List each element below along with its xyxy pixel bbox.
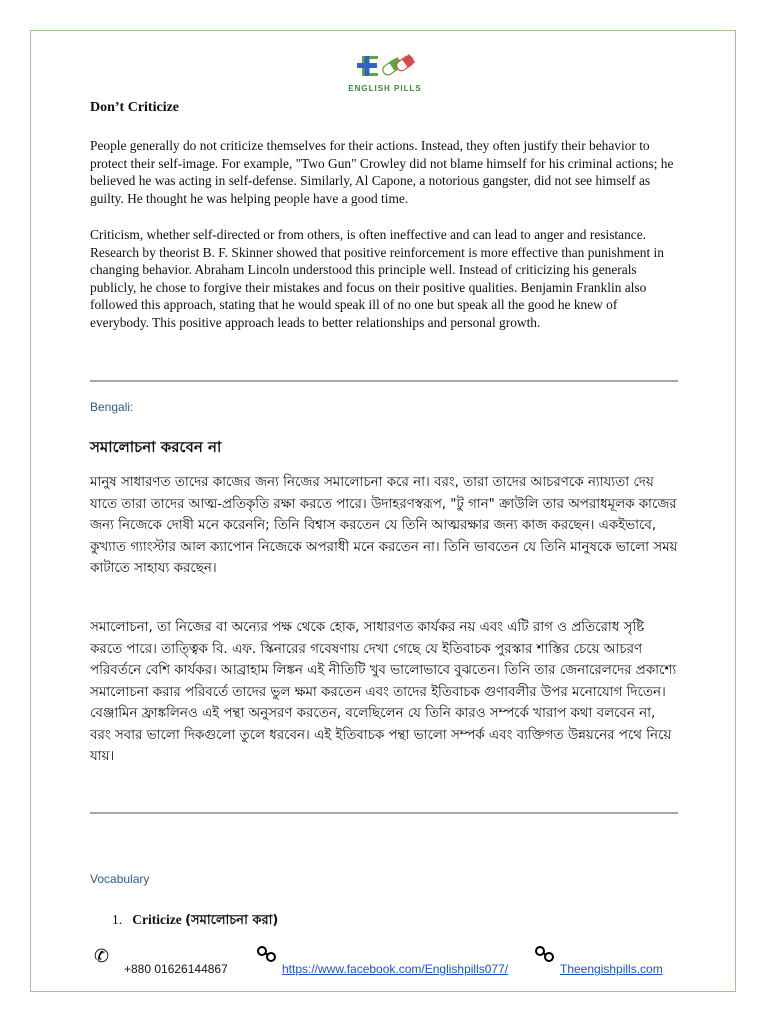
facebook-link[interactable]: https://www.facebook.com/Englishpills077/ [282, 962, 509, 976]
english-paragraph-1: People generally do not criticize themselves for their actions. Instead, they often justify their behavior to protect their self-image. For example, "Two Gun" Crowley did not blame himself for his criminal actions; he believed he was acting in self-defense. Similarly, Al Capone, a notorious gangster, did not see himself as guilty. He thought he was helping people have a good time. [90, 138, 674, 206]
vocabulary-item [112, 911, 278, 932]
vocabulary-label: Vocabulary [90, 872, 150, 886]
vocabulary-translation: (সমালোচনা করা) [185, 913, 279, 928]
bengali-paragraph-2: সমালোচনা, তা নিজের বা অন্যের পক্ষ থেকে হোক, সাধারণত কার্যকর নয় এবং এটি রাগ ও প্রতিরোধ সৃষ্টি করতে পারে। তাত্ত্বিক বি. এফ. স্কিনারের গবেষণায় দেখা গেছে যে ইতিবাচক পুরস্কার শাস্তির চেয়ে আচরণ পরিবর্তনে বেশি কার্যকর। আব্রাহাম লিঙ্কন এই নীতিটি খুব ভালোভাবে বুঝতেন। তিনি তার জেনারেলদের প্রকাশ্যে সমালোচনা করার পরিবর্তে তাদের ভুল ক্ষমা করতেন এবং তাদের ইতিবাচক গুণাবলীর উপর মনোযোগ দিতেন। বেঞ্জামিন ফ্রাঙ্কলিনও এই পন্থা অনুসরণ করতেন, বলেছিলেন যে তিনি কারও সম্পর্কে খারাপ কথা বলবেন না, বরং সবার ভালো দিকগুলো তুলে ধরবেন। এই ইতিবাচক পন্থা ভালো সম্পর্ক এবং ব্যক্তিগত উন্নয়নের পথে নিয়ে যায়। [90, 620, 677, 764]
footer-phone: +880 01626144867 [124, 962, 228, 976]
footer [0, 944, 768, 978]
english-paragraph-2: Criticism, whether self-directed or from others, is often ineffective and can lead to anger and resistance. Research by theorist B. F. Skinner showed that positive reinforcement is more effective than punishment in changing behavior. Abraham Lincoln understood this principle well. Instead of criticizing his generals publicly, he chose to forgive their mistakes and focus on their positive qualities. Benjamin Franklin also followed this approach, stating that he would speak ill of no one but speak all the good he knew of everybody. This positive approach leads to better relationships and personal growth. [90, 227, 664, 330]
bengali-label: Bengali: [90, 400, 134, 414]
logo-text: ENGLISH PILLS [348, 84, 422, 93]
bengali-title: সমালোচনা করবেন না [90, 438, 222, 456]
divider [90, 380, 678, 382]
link-icon [534, 944, 556, 969]
vocabulary-number: 1. [112, 912, 123, 927]
phone-icon: ✆ [94, 946, 110, 966]
website-link[interactable]: Theengishpills.com [560, 962, 663, 976]
divider [90, 812, 678, 814]
vocabulary-word: Criticize [132, 912, 182, 927]
english-title: Don’t Criticize [90, 100, 180, 115]
english-pills-logo [340, 50, 430, 98]
bengali-paragraph-1: মানুষ সাধারণত তাদের কাজের জন্য নিজের সমালোচনা করে না। বরং, তারা তাদের আচরণকে ন্যায্যতা দেয় যাতে তারা তাদের আত্ম-প্রতিকৃতি রক্ষা করতে পারে। উদাহরণস্বরূপ, "টু গান" ক্রাউলি তার অপরাধমূলক কাজের জন্য নিজেকে দোষী মনে করেননি; তিনি বিশ্বাস করতেন যে তিনি আত্মরক্ষার জন্য কাজ করছেন। একইভাবে, কুখ্যাত গ্যাংস্টার আল ক্যাপোন নিজেকে অপরাধী মনে করতেন না। তিনি ভাবতেন যে তিনি মানুষকে ভালো সময় কাটাতে সাহায্য করছেন। [90, 475, 678, 576]
link-icon [256, 944, 278, 969]
logo-graphic [340, 50, 430, 84]
